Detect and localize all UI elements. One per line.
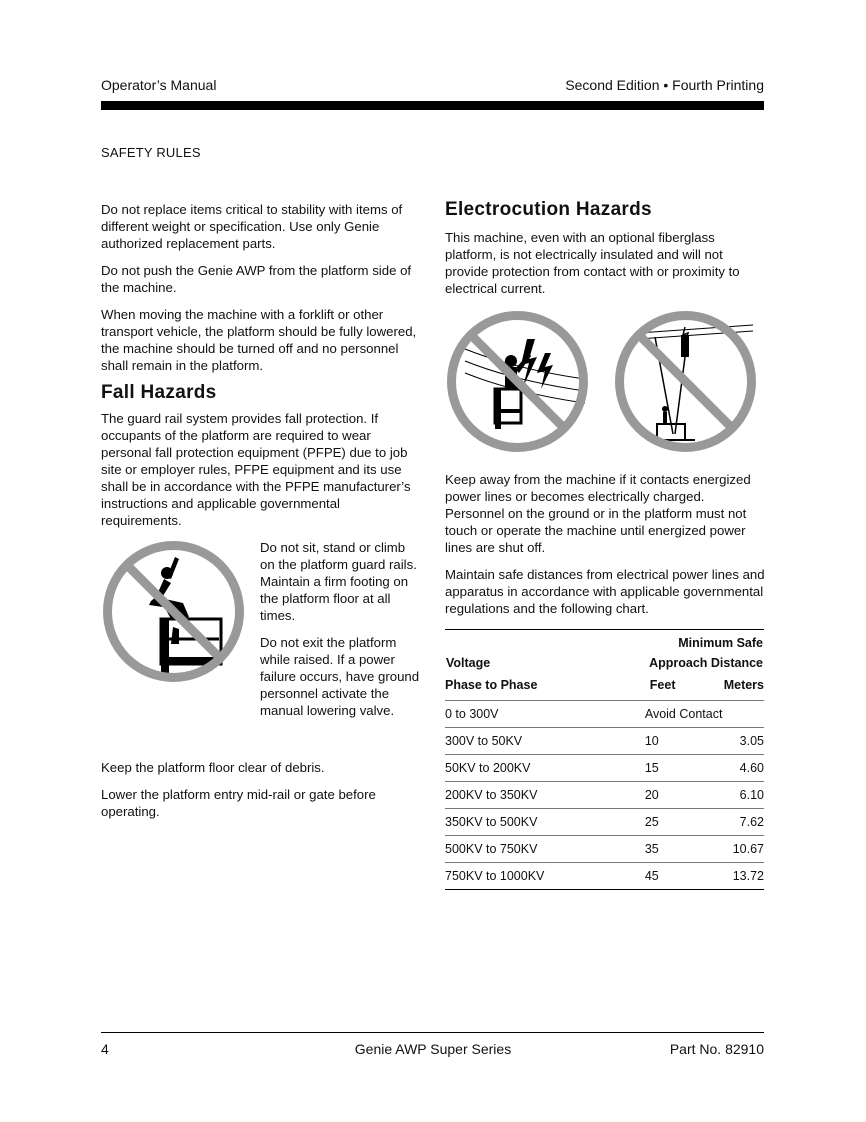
table-row <box>445 701 764 728</box>
right-column <box>445 201 765 890</box>
voltage-cell: 350KV to 500KV <box>445 809 618 836</box>
phase-header: Phase to Phase <box>445 678 538 692</box>
table-header-row-3 <box>445 673 764 701</box>
voltage-cell: 0 to 300V <box>445 701 618 728</box>
footer-series: Genie AWP Super Series <box>354 1041 512 1057</box>
meters-cell: 10.67 <box>707 836 764 863</box>
no-climbing-rails-icon <box>101 539 246 684</box>
no-exit-paragraph: Do not exit the platform while raised. If a power failure occurs, have ground personnel activate the manual lowering valve. <box>260 635 420 718</box>
electrocution-images <box>445 309 765 457</box>
stability-paragraph: Do not replace items critical to stability with items of different weight or specification. Use only Genie authorized replacement parts. <box>101 202 403 251</box>
footer-part-number: Part No. 82910 <box>669 1041 764 1057</box>
min-safe-header: Minimum Safe <box>678 636 763 650</box>
no-climb-paragraph: Do not sit, stand or climb on the platform guard rails. Maintain a firm footing on the platform floor at all times. <box>260 540 417 623</box>
avoid-contact-cell: Avoid Contact <box>618 701 764 728</box>
feet-header: Feet <box>649 678 676 692</box>
header-manual-title: Operator’s Manual <box>101 77 217 93</box>
voltage-cell: 500KV to 750KV <box>445 836 618 863</box>
transport-paragraph: When moving the machine with a forklift or other transport vehicle, the platform should be fully lowered, the machine should be turned off and no personnel shall remain in the platform. <box>101 307 417 373</box>
feet-cell: 15 <box>618 755 708 782</box>
meters-cell: 6.10 <box>707 782 764 809</box>
page-number: 4 <box>101 1041 109 1057</box>
table-row <box>445 755 764 782</box>
meters-header: Meters <box>723 678 764 692</box>
meters-cell: 7.62 <box>707 809 764 836</box>
climb-warning-block <box>101 539 419 749</box>
approach-distance-table <box>445 629 764 890</box>
feet-cell: 45 <box>618 863 708 890</box>
feet-cell: 25 <box>618 809 708 836</box>
table-header-row-1 <box>445 630 764 654</box>
power-line-lift-icon <box>613 309 758 454</box>
push-paragraph: Do not push the Genie AWP from the platform side of the machine. <box>101 263 412 295</box>
table-row <box>445 809 764 836</box>
meters-cell: 3.05 <box>707 728 764 755</box>
feet-cell: 35 <box>618 836 708 863</box>
meters-cell: 13.72 <box>707 863 764 890</box>
electrocution-person-icon <box>445 309 590 454</box>
safe-distance-paragraph: Maintain safe distances from electrical power lines and apparatus in accordance with applicable governmental regulations and the following chart. <box>445 567 765 616</box>
voltage-cell: 750KV to 1000KV <box>445 863 618 890</box>
voltage-header: Voltage <box>446 656 491 670</box>
voltage-cell: 300V to 50KV <box>445 728 618 755</box>
insulation-paragraph: This machine, even with an optional fiberglass platform, is not electrically insulated and will not provide protection from contact with or proximity to electrical current. <box>445 230 740 296</box>
header-edition: Second Edition • Fourth Printing <box>565 77 764 93</box>
footer-rule <box>101 1032 764 1033</box>
fall-hazards-heading: Fall Hazards <box>101 382 217 403</box>
table-row <box>445 863 764 890</box>
electrocution-hazards-heading: Electrocution Hazards <box>445 199 652 220</box>
debris-paragraph: Keep the platform floor clear of debris. <box>101 760 325 775</box>
keep-away-paragraph: Keep away from the machine if it contacts energized power lines or becomes electrically charged. Personnel on the ground or in the platform must not touch or operate the machine until energized power lines are shut off. <box>445 472 751 555</box>
voltage-cell: 50KV to 200KV <box>445 755 618 782</box>
voltage-cell: 200KV to 350KV <box>445 782 618 809</box>
table-header-row-2 <box>445 653 764 673</box>
header-rule <box>101 101 764 110</box>
table-row <box>445 728 764 755</box>
section-label: SAFETY RULES <box>101 145 201 160</box>
meters-cell: 4.60 <box>707 755 764 782</box>
feet-cell: 10 <box>618 728 708 755</box>
left-column <box>101 201 419 830</box>
approach-distance-header: Approach Distance <box>649 656 763 670</box>
mid-rail-paragraph: Lower the platform entry mid-rail or gate before operating. <box>101 787 376 819</box>
guard-rail-paragraph: The guard rail system provides fall protection. If occupants of the platform are required to wear personal fall protection equipment (PFPE) due to job site or employer rules, PFPE equipment and its use shall be in accordance with the PFPE manufacturer’s instructions and applicable governmental requirements. <box>101 411 411 528</box>
table-row <box>445 836 764 863</box>
table-row <box>445 782 764 809</box>
feet-cell: 20 <box>618 782 708 809</box>
climb-warning-text <box>260 539 422 729</box>
